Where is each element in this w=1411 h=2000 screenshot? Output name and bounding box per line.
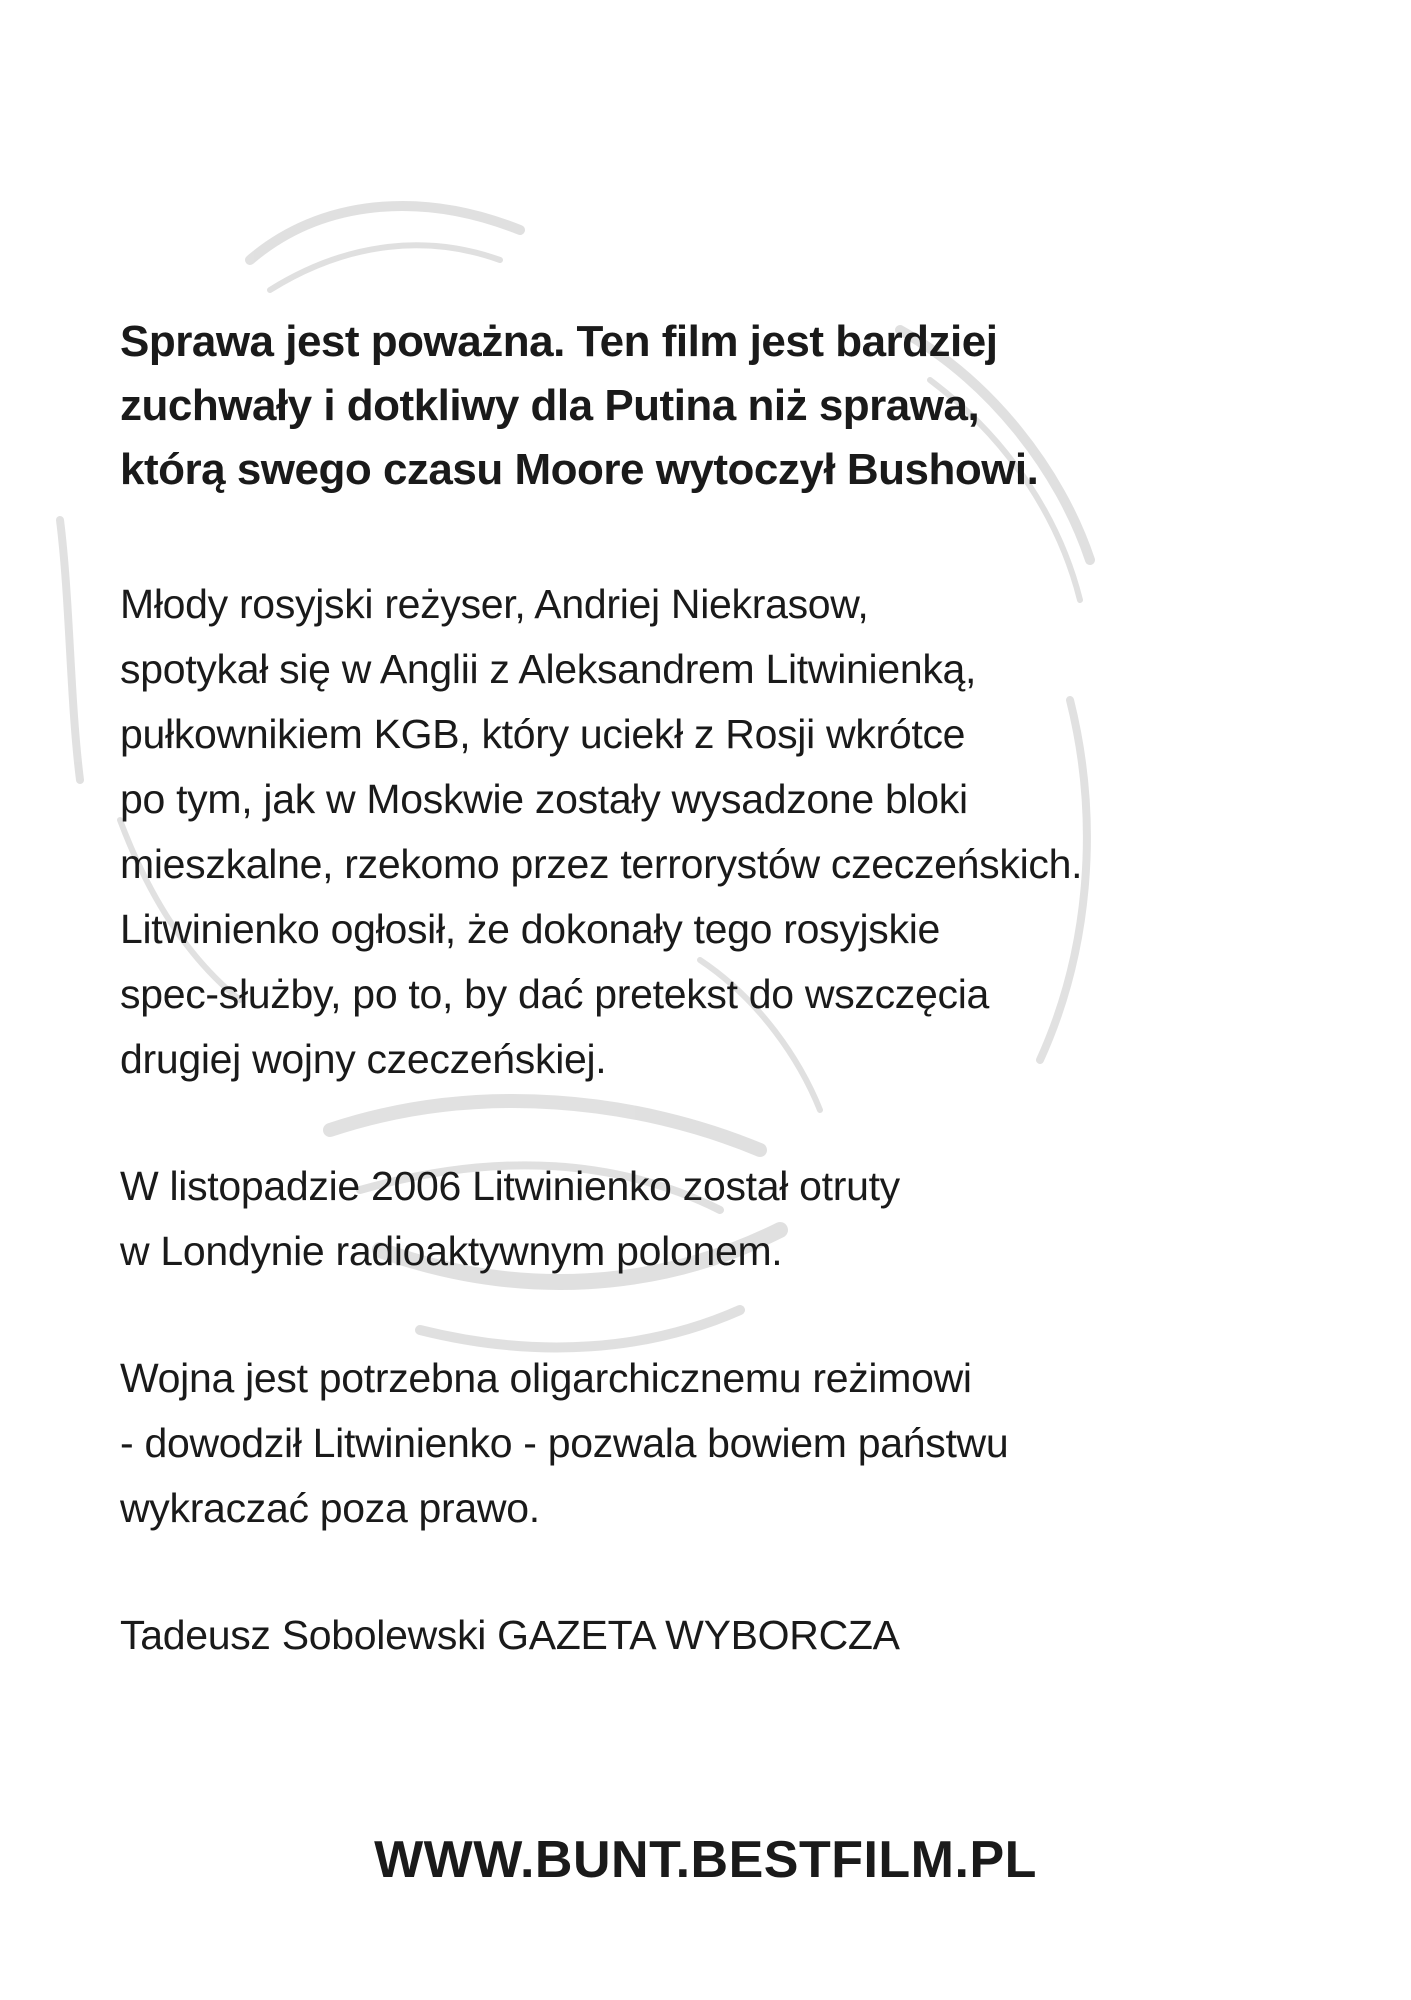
paragraph-poisoning: W listopadzie 2006 Litwinienko został otruty w Londynie radioaktywnym polonem. (120, 1163, 900, 1274)
paragraph-background: Młody rosyjski reżyser, Andriej Niekrasow, spotykał się w Anglii z Aleksandrem Litwinienką, pułkownikiem KGB, który uciekł z Rosji wkrótce po tym, jak w Moskwie zostały wysadzone bloki mieszkalne, rzekomo przez terrorystów czeczeńskich. Litwinienko ogłosił, że dokonały tego rosyjskie spec-służby, po to, by dać pretekst do wszczęcia drugiej wojny czeczeńskiej. (120, 581, 1083, 1082)
lead-quote: Sprawa jest poważna. Ten film jest bardziej zuchwały i dotkliwy dla Putina niż sprawa, którą swego czasu Moore wytoczył Bushowi. (120, 317, 1039, 494)
article-body (120, 310, 1260, 1668)
website-url[interactable]: WWW.BUNT.BESTFILM.PL (374, 1831, 1037, 1889)
author-signature: Tadeusz Sobolewski GAZETA WYBORCZA (120, 1612, 900, 1658)
paragraph-war-quote: Wojna jest potrzebna oligarchicznemu reżimowi - dowodził Litwinienko - pozwala bowiem państwu wykraczać poza prawo. (120, 1355, 1009, 1531)
